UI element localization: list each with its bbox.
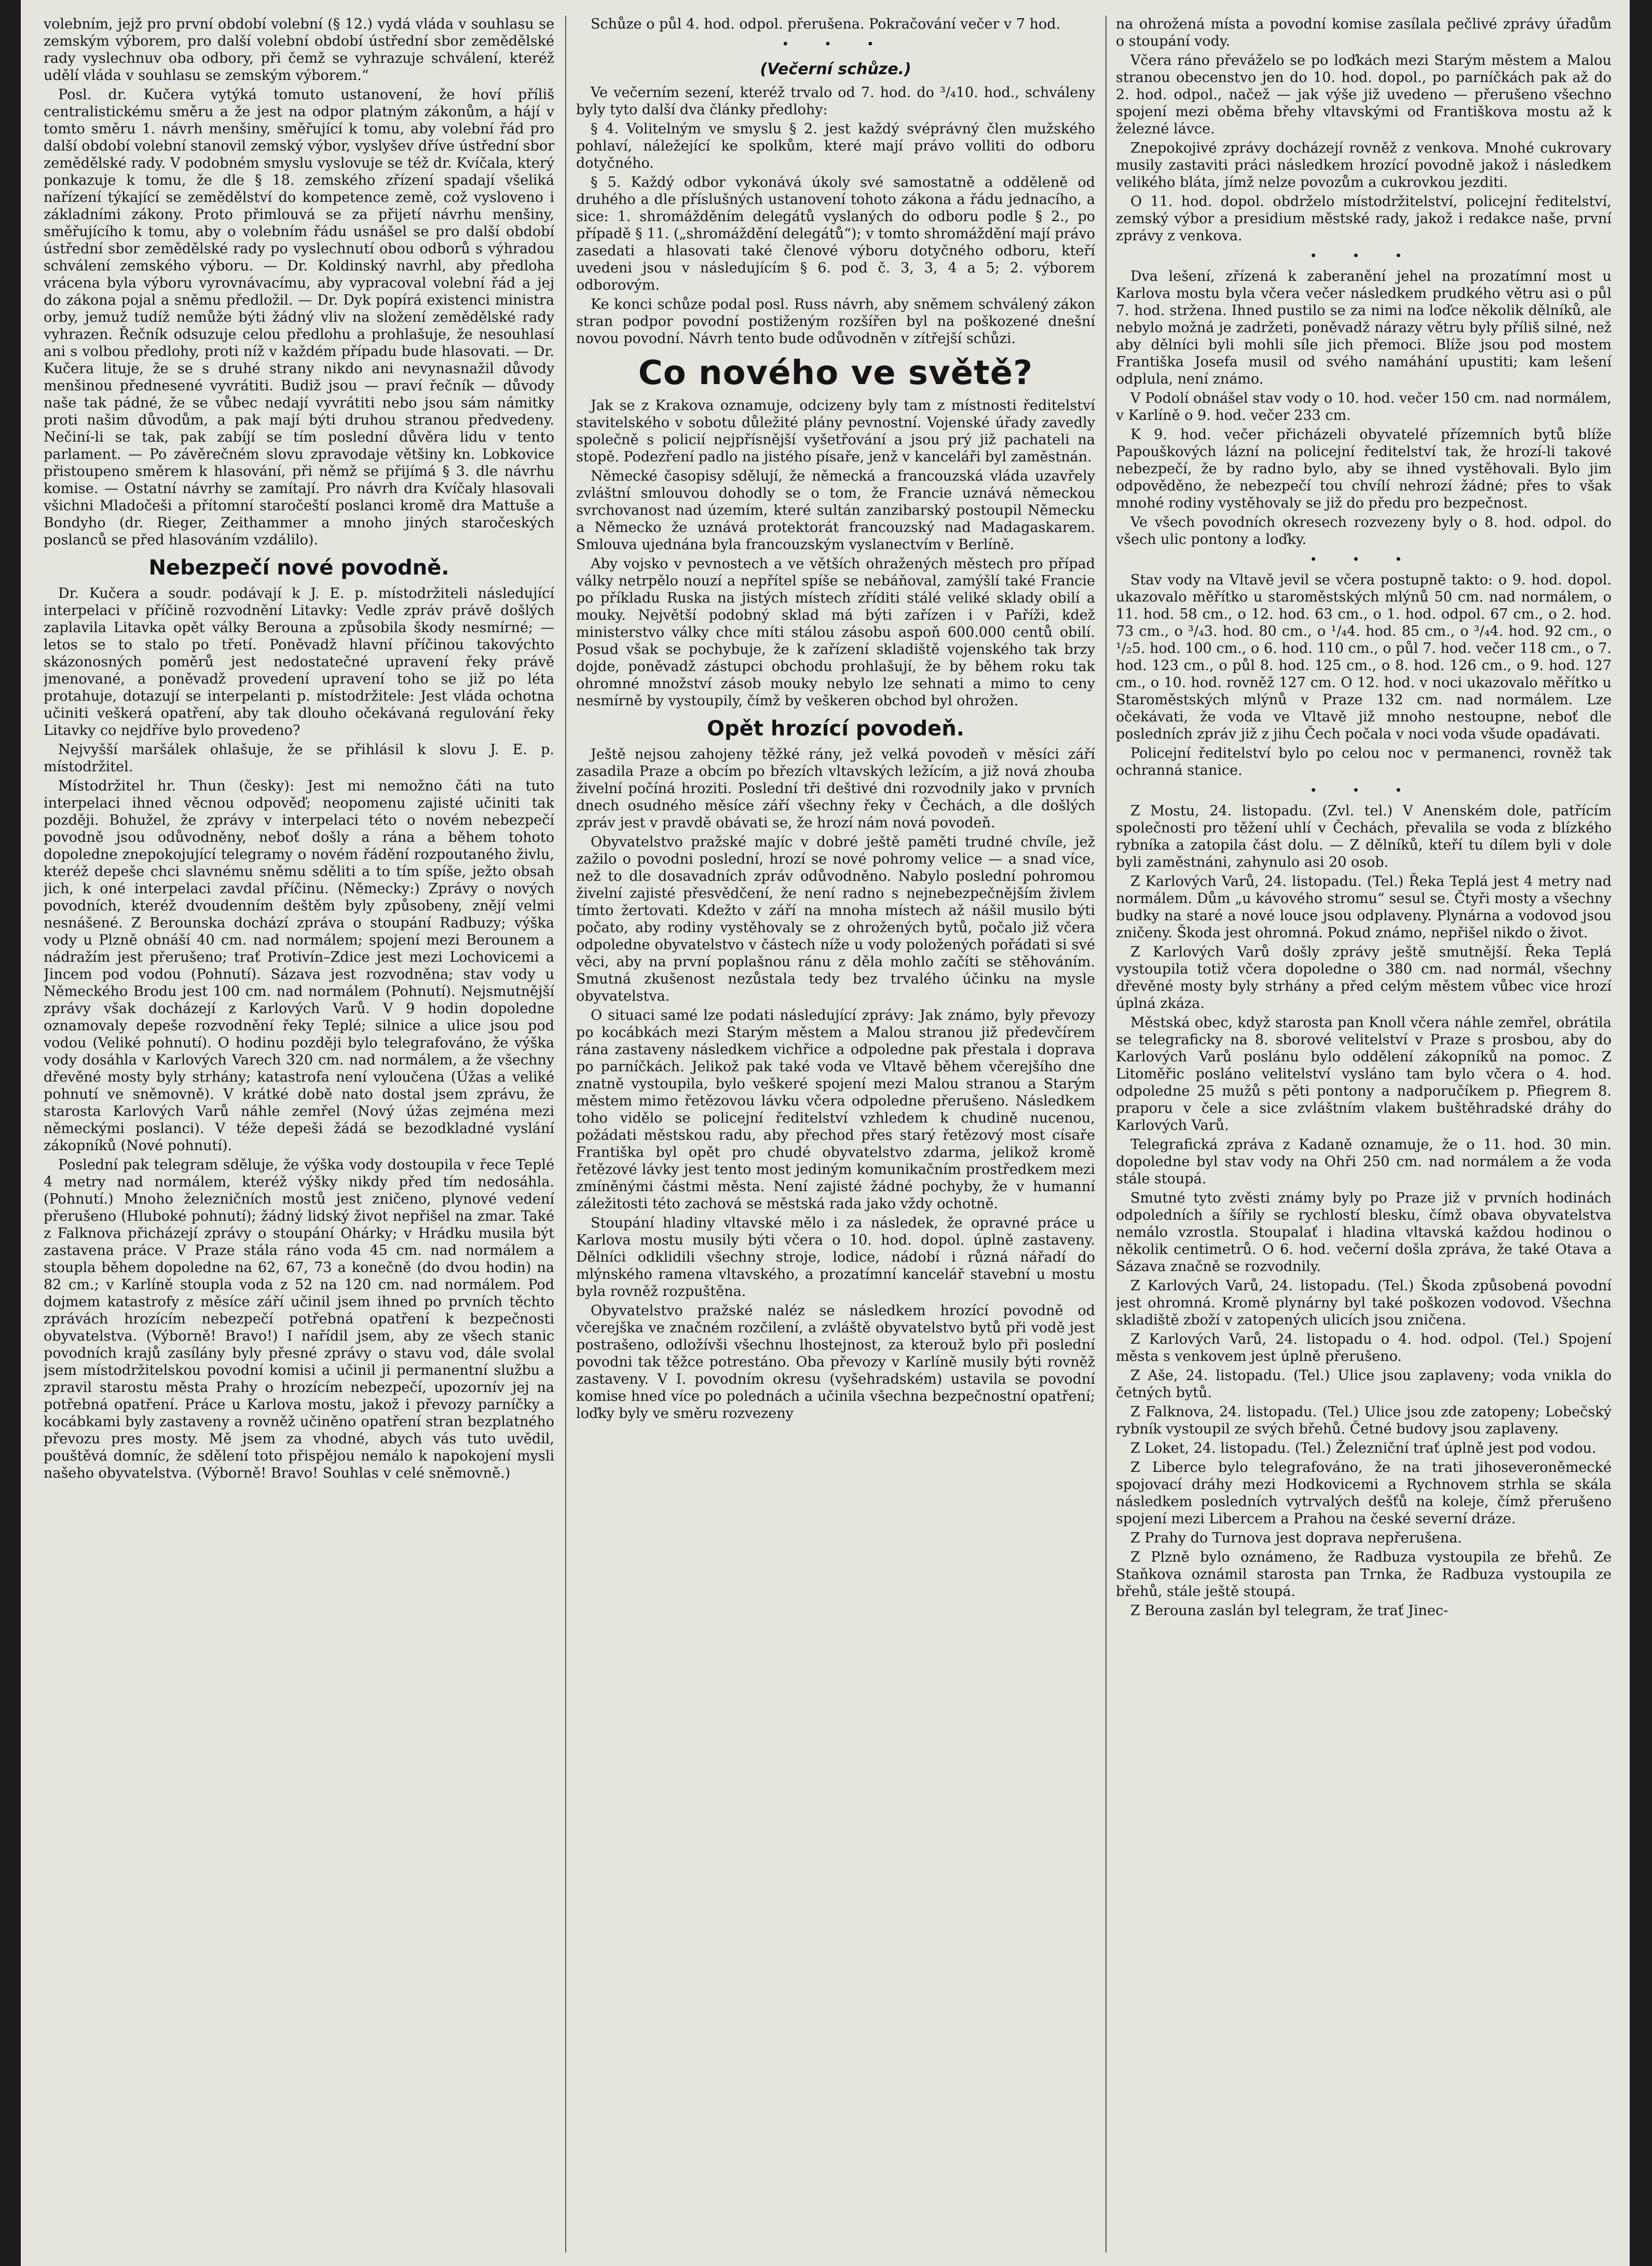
article-paragraph: Německé časopisy sdělují, že německá a francouzská vláda uzavřely zvláštní smlouvou dohodly se o tom, že Francie uznává německou svrchovanost nad územím, které sultán zanzibarský postoupil Německu a Německo že uznává protektorát francouzský nad Madagaskarem. Smlouva ujednána byla francouzským vyslanectvím v Berlíně.	[576, 468, 1095, 553]
article-paragraph: Aby vojsko v pevnostech a ve větších ohražených městech pro případ války netrpělo nouzí a nepřítel spíše se nebáňoval, zamýšlí také Francie po příkladu Ruska na jistých místech zříditi stálé veliké sklady obilí a mouky. Největší podobný sklad má býti zařízen i v Paříži, kdež ministerstvo války chce míti stálou zásobu aspoň 600.000 centů obilí. Posud však se pochybuje, že k zařízení skladiště vojenského tak brzy dojde, poněvadž zástupci obchodu prohlašují, že by během roku tak ohromné množství zásob mouky nebylo lze sehnati a mimo to ceny nesmírně by vystoupily, čímž by veškeren obchod byl ohrožen.	[576, 556, 1095, 709]
article-paragraph: Z Karlových Varů, 24. listopadu o 4. hod. odpol. (Tel.) Spojení města s venkovem jest úplně přerušeno.	[1116, 1331, 1612, 1364]
article-paragraph: Ještě nejsou zahojeny těžké rány, jež velká povodeň v měsíci září zasadila Praze a obcím po březích vltavských ležícím, a již nová zhouba živelní počíná hroziti. Poslední tři deštivé dni rozvodnily jako v prvních dnech osudného měsíce září všechny řeky v Čechách, a dle došlých zpráv jest v pravdě obávati se, že hrozí nám nová povodeň.	[576, 746, 1095, 831]
column-left	[44, 16, 554, 2258]
section-heading: Nebezpečí nové povodně.	[148, 556, 449, 580]
article-paragraph: Z Mostu, 24. listopadu. (Zvl. tel.) V Anenském dole, patřícím společnosti pro těžení uhlí v Čechách, převalila se voda z blízkého rybníka a zatopila část dolu. — Z dělníků, kteří tu dílem byli v dole byli zaměstnáni, zahynulo asi 20 osob.	[1116, 803, 1612, 870]
column-rule	[565, 16, 566, 2253]
article-paragraph: Dva lešení, zřízená k zaberanění jehel na prozatímní most u Karlova mostu byla včera večer následkem prudkého větru asi o půl 7. hod. stržena. Ihned pustilo se za nimi na loďce několik dělníků, ale nebylo možná je zadržeti, poněvadž nárazy větru byly příliš silné, než aby dělníci byli mohli síle jich přemoci. Blíže jsou pod mostem Františka Josefa musil od svého namáhání upustiti; kam lešení odplula, není známo.	[1116, 268, 1612, 387]
article-paragraph: Z Liberce bylo telegrafováno, že na trati jihoseveroněmecké spojovací dráhy mezi Hodkovicemi a Rychnovem strhla se skála následkem posledních vytrvalých dešťů na koleje, čímž přerušeno spojení mezi Libercem a Prahou na české severní dráze.	[1116, 1459, 1612, 1527]
section-separator: • • •	[782, 37, 890, 51]
article-paragraph: Smutné tyto zvěsti známy byly po Praze již v prvních hodinách odpoledních a šířily se rychlostí blesku, čímž obava obyvatelstva nemálo vzrostla. Stoupalať i hladina vltavská každou hodinou o několik centimetrů. O 6. hod. večerní došla zpráva, že také Otava a Sázava značně se rozvodnily.	[1116, 1190, 1612, 1275]
article-paragraph: Z Karlových Varů došly zprávy ještě smutnější. Řeka Teplá vystoupila totiž včera dopoledne o 380 cm. nad normál, všechny dřevěné mosty byly strhány a před celým městem vůbec vice hrozí úplná zkáza.	[1116, 944, 1612, 1012]
article-paragraph: Z Karlových Varů, 24. listopadu. (Tel.) Řeka Teplá jest 4 metry nad normálem. Dům „u kávového stromu“ sesul se. Čtyři mosty a všechny budky na staré a nové louce jsou odplaveny. Plynárna a vodovod jsou zničeny. Škoda jest ohromná. Pokud známo, nepřišel nikdo o život.	[1116, 873, 1612, 941]
newspaper-page	[21, 0, 1630, 2266]
article-paragraph: K 9. hod. večer přicházeli obyvatelé přízemních bytů blíže Papouškových lázní na policejní ředitelství tak, že hrozí-li takové nebezpečí, že by radno bylo, aby se ihned vystěhovali. Bylo jim odpověděno, že nebezpečí tou chvílí nehrozí žádné; přes to však mnohé rodiny vystěhovaly se již do předu pro bezpečnost.	[1116, 427, 1612, 511]
article-paragraph: Stoupání hladiny vltavské mělo i za následek, že opravné práce u Karlova mostu musily býti včera o 10. hod. dopol. úplně zastaveny. Dělníci odklidili všechny stroje, lodice, nádobí i různá nářadí do mlýnského ramena vltavského, a prozatímní kancelář stavební u mostu byla rovněž rozpuštěna.	[576, 1215, 1095, 1300]
article-paragraph: Obyvatelstvo pražské naléz se následkem hrozící povodně od včerejška ve značném rozčilení, a zvláště obyvatelstvo bytů při vodě jest postrašeno, odložívši všechnu lhostejnost, za kterouž bylo při poslední povodni tak těžce potrestáno. Oba převozy v Karlíně musily býti rovněž zastaveny. V I. povodním okresu (vyšehradském) ustavila se povodní komise hned více po polednách a učinila všechna bezpečnostní opatření; loďky byly ve směru rozvezeny	[576, 1303, 1095, 1422]
article-paragraph: na ohrožená místa a povodní komise zasílala pečlivé zprávy úřadům o stoupání vody.	[1116, 16, 1612, 49]
section-separator: • • •	[1309, 783, 1418, 798]
article-paragraph: Obyvatelstvo pražské majíc v dobré ještě paměti trudné chvíle, jež zažilo o povodni poslední, hrozí se nové pohromy velice — a snad více, než to dle dosavadních zpráv odůvodněno. Nabylo poslední pohromou živelní zajisté přesvědčení, že není radno s nejnebezpečnějším živlem tímto žertovati. Kdežto v září na mnoha místech až nášil musilo býti počato, aby rodiny vystěhovaly se z ohrožených bytů, počalo již včera odpoledne obyvatelstvo v částech níže u vody položených pořádati si své věci, aby na první poplašnou ránu z děla mohlo začíti se stěhováním. Smutná zkušenost nezůstala tedy bez trvalého účinku na mysle obyvatelstva.	[576, 834, 1095, 1004]
article-paragraph: Jak se z Krakova oznamuje, odcizeny byly tam z místnosti ředitelství stavitelského v sobotu důležité plány pevnostní. Vojenské úřady zavedly společně s policií nejpřísnější vyšetřování a jsou prý již pachateli na stopě. Podezření padlo na jistého písaře, jenž v kanceláři byl zaměstnán.	[576, 398, 1095, 465]
article-paragraph: Místodržitel hr. Thun (česky): Jest mi nemožno čáti na tuto interpelaci ihned věcnou odpověď; neopomenu zajisté učiniti tak později. Bohužel, že zprávy v interpelaci této o novém nebezpečí povodně jsou odůvodněny, neboť došly a rána a během tohoto dopoledne znepokojující telegramy o novém řádění rozpoutaného živlu, kteréž depeše chci slavnému sněmu sděliti a to tím spíše, ježto obsah jich, k oné interpelaci zavdal příčinu. (Německy:) Zprávy o nových povodních, kteréž dvoudenním deštěm byly způsobeny, znějí velmi nesnášené. Z Berounska dochází zpráva o stoupání Radbuzy; výška vody u Plzně obnáší 40 cm. nad normálem; spojení mezi Berounem a nádražím jest přerušeno; trať Protivín–Zdice jest mezi Lochovicemi a Jincem pod vodou (Pohnutí). Sázava jest rozvodněna; stav vody u Německého Brodu jest 100 cm. nad normálem (Pohnutí). Nejsmutnější zprávy však docházejí z Karlových Varů. V 9 hodin dopoledne oznamovaly depeše rozvodnění řeky Teplé; silnice a ulice jsou pod vodou (Veliké pohnutí). O hodinu později bylo telegrafováno, že výška vody dosáhla v Karlových Varech 320 cm. nad normálem, a že všechny dřevěné mosty byly strhány; katastrofa není vyloučena (Úžas a veliké pohnutí ve sněmovně). V krátké době nato dostal jsem zprávu, že starosta Karlových Varů náhle zemřel (Nový úžas zejména mezi německými poslanci). V téže depeši žádá se bezodkladné vyslání zákopníků (Nové pohnutí).	[44, 778, 554, 1154]
section-heading: Co nového ve světě?	[638, 354, 1033, 392]
article-paragraph: V Podolí obnášel stav vody o 10. hod. večer 150 cm. nad normálem, v Karlíně o 9. hod. večer 233 cm.	[1116, 390, 1612, 424]
column-rule	[1105, 16, 1107, 2253]
article-paragraph: Městská obec, když starosta pan Knoll včera náhle zemřel, obrátila se telegraficky na 8. sborové velitelství v Praze s prosbou, aby do Karlových Varů poslánu bylo oddělení zákopníků na pomoc. Z Litoměřic posláno velitelství vysláno tam bylo včera o 4. hod. odpoledne 25 mužů s pěti pontony a nadporučíkem p. Pfiegrem 8. praporu v čele a sice zvláštním vlakem buštěhradské dráhy do Karlových Varů.	[1116, 1015, 1612, 1134]
article-paragraph: Telegrafická zpráva z Kadaně oznamuje, že o 11. hod. 30 min. dopoledne byl stav vody na Ohři 250 cm. nad normálem a že voda stále stoupá.	[1116, 1137, 1612, 1187]
article-paragraph: Z Karlových Varů, 24. listopadu. (Tel.) Škoda způsobená povodní jest ohromná. Kromě plynárny byl také poškozen vodovod. Všechna skladiště zboží v zatopených ulicích jsou zničena.	[1116, 1278, 1612, 1328]
article-paragraph: Dr. Kučera a soudr. podávají k J. E. p. místodržiteli následující interpelaci v příčině rozvodnění Litavky: Vedle zpráv právě došlých zaplavila Litavka opět války Berouna a způsobila škody nesmírné; — letos se to stalo po třetí. Poněvadž hlavní příčinou takovýchto skázonosných poměrů jest nedostatečné upravení řeky právě jmenované, a poněvadž provedení upravení toho se již po léta protahuje, dotazují se interpelanti p. místodržitele: Jest vláda ochotna učiniti veškerá opatření, aby tak dlouho očekávaná regulování řeky Litavky co nejdříve bylo provedeno?	[44, 585, 554, 739]
article-paragraph: Z Berouna zaslán byl telegram, že trať Jinec-	[1130, 1603, 1449, 1619]
article-paragraph: § 5. Každý odbor vykonává úkoly své samostatně a odděleně od druhého a dle příslušných ustanovení tohoto zákona a řádu jednacího, a sice: 1. shromážděním delegátů vyslaných do odboru podle § 2., po případě § 11. („shromáždění delegátů“); v tomto shromáždění mají právo zasedati a hlasovati také členové výboru dotyčného odboru, kteří uvedeni jsou v následujícím § 6. pod č. 3, 3, 4 a 5; 2. výborem odborovým.	[576, 174, 1095, 293]
article-paragraph: Stav vody na Vltavě jevil se včera postupně takto: o 9. hod. dopol. ukazovalo měřítko u staroměstských mlýnů 50 cm. nad normálem, o 11. hod. 58 cm., o 12. hod. 63 cm., o 1. hod. odpol. 67 cm., o 2. hod. 73 cm., o ³/₄3. hod. 80 cm., o ¹/₄4. hod. 85 cm., o ³/₄4. hod. 92 cm., o ¹/₂5. hod. 100 cm., o 6. hod. 110 cm., o půl 7. hod. večer 118 cm., o 7. hod. 123 cm., o půl 8. hod. 125 cm., o 8. hod. 126 cm., o 9. hod. 127 cm., o 10. hod. rovněž 127 cm. O 12. hod. v noci ukazovalo měřítko u Staroměstských mlýnů v Praze 132 cm. nad normálem. Lze očekávati, že voda ve Vltavě již mnoho nestoupne, neboť dle posledních zpráv již z jihu Čech počala v noci voda všude opadávati.	[1116, 572, 1612, 742]
section-separator: • • •	[1309, 552, 1418, 567]
article-paragraph: volebním, jejž pro první období volební (§ 12.) vydá vláda v souhlasu se zemským výborem, pro další volební období ústřední sbor zemědělské rady vyslechnuv oba odbory, při čemž se vyhrazuje schválení, kteréž udělí vláda v souhlasu se zemským výborem.“	[44, 16, 554, 84]
article-paragraph: § 4. Volitelným ve smyslu § 2. jest každý svéprávný člen mužského pohlaví, náležející ke spolkům, které mají právo volliti do odboru dotyčného.	[576, 121, 1095, 171]
section-heading: Opět hrozící povodeň.	[707, 717, 964, 741]
article-paragraph: Znepokojivé zprávy docházejí rovněž z venkova. Mnohé cukrovary musily zastaviti práci následkem hrozící povodně jakož i následkem velikého bláta, jímž nelze povozům a cukrovkou jezditi.	[1116, 140, 1612, 190]
article-paragraph: Z Prahy do Turnova jest doprava nepřerušena.	[1130, 1530, 1462, 1546]
article-paragraph: Poslední pak telegram sděluje, že výška vody dostoupila v řece Teplé 4 metry nad normálem, kteréž výšky nikdy před tím nedosáhla. (Pohnutí.) Mnoho železničních mostů jest zničeno, plynové vedení přerušeno (Hluboké pohnutí); žádný lidský život nepřišel na zmar. Také z Falknova přicházejí zprávy o stoupání Ohárky; v Hrádku musila být zastavena práce. V Praze stála ráno voda 45 cm. nad normálem a stoupla během dopoledne na 62, 67, 73 a konečně (do dvou hodin) na 82 cm.; v Karlíně stoupla voda z 52 na 120 cm. nad normálem. Pod dojmem katastrofy z měsíce září učinil jsem ihned po prvních těchto zprávách hrozícím nebezpečí potřebná opatření k bezpečnosti obyvatelstva. (Výborně! Bravo!) I nařídil jsem, aby ze všech stanic povodních krajů zasílány byly přesné zprávy o stavu vod, dále svolal jsem místodržitelskou povodní komisi a učinil ji permanentní službu a zpravil starostu města Prahy o hrozícím nebezpečí, upozornív jej na potřebná opatření. Práce u Karlova mostu, jakož i převozy parníčky a kocábkami byly zastaveny a rovněž učiněno opatření stran bezplatného převozu pres mosty. Mě jsem za vhodné, abych vás tuto uvědil, pouštěvá domníc, že sdělení toto přispějou nemálo k napokojení mysli našeho obyvatelstva. (Výborně! Bravo! Souhlas v celé sněmovně.)	[44, 1157, 554, 1481]
article-paragraph: Policejní ředitelství bylo po celou noc v permanenci, rovněž tak ochranná stanice.	[1116, 745, 1612, 779]
article-paragraph: Z Loket, 24. listopadu. (Tel.) Železniční trať úplně jest pod vodou.	[1130, 1440, 1596, 1456]
article-paragraph: Ve všech povodních okresech rozvezeny byly o 8. hod. odpol. do všech ulic pontony a loďky.	[1116, 514, 1612, 548]
section-separator: • • •	[1309, 249, 1418, 263]
column-middle	[576, 16, 1095, 2258]
article-paragraph: Z Plzně bylo oznámeno, že Radbuza vystoupila ze břehů. Ze Staňkova oznámil starosta pan Trnka, že Radbuza vystoupila ze břehů, stále ještě stoupá.	[1116, 1549, 1612, 1600]
article-paragraph: Nejvyšší maršálek ohlašuje, že se přihlásil k slovu J. E. p. místodržitel.	[44, 742, 554, 775]
article-paragraph: O 11. hod. dopol. obdrželo místodržitelství, policejní ředitelství, zemský výbor a presidium městské rady, jakož i redakce naše, první zprávy z venkova.	[1116, 194, 1612, 244]
article-paragraph: Ve večerním sezení, kteréž trvalo od 7. hod. do ³/₄10. hod., schváleny byly tyto další dva články předlohy:	[576, 85, 1095, 118]
article-paragraph: Z Aše, 24. listopadu. (Tel.) Ulice jsou zaplaveny; voda vnikla do četných bytů.	[1116, 1368, 1612, 1401]
article-paragraph: Z Falknova, 24. listopadu. (Tel.) Ulice jsou zde zatopeny; Lobečský rybník vystoupil ze svých břehů. Četné budovy jsou zaplaveny.	[1116, 1404, 1612, 1437]
article-paragraph: Schůze o půl 4. hod. odpol. přerušena. Pokračování večer v 7 hod.	[591, 16, 1061, 32]
section-heading: (Večerní schůze.)	[760, 60, 911, 78]
article-paragraph: Včera ráno převáželo se po loďkách mezi Starým městem a Malou stranou obecenstvo jen do 10. hod. dopol., po parníčkách pak až do 2. hod. odpol., načež — jak výše již uvedeno — přerušeno všechno spojení mezi oběma břehy vltavskými od Františkova mostu až k železné lávce.	[1116, 52, 1612, 137]
column-right	[1116, 16, 1612, 2258]
article-paragraph: Ke konci schůze podal posl. Russ návrh, aby sněmem schválený zákon stran podpor povodní postiženým rozšířen byl na poškozené dnešní novou povodní. Návrh tento bude odůvodněn v zítřejší schůzi.	[576, 296, 1095, 347]
article-paragraph: O situaci samé lze podati následující zprávy: Jak známo, byly převozy po kocábkách mezi Starým městem a Malou stranou již předevčírem rána zastaveny následkem vichřice a odpoledne pak přestala i doprava po parníčkách. Jelikož pak také voda ve Vltavě během včerejšího dne znatně vystoupila, bylo veškeré spojení mezi Malou stranou a Starým městem mimo řetězovou lávku včera odpoledne přerušeno. Následkem toho vidělo se policejní ředitelství vzhledem k chudině nucenou, požádati městskou radu, aby přechod přes starý řetězový most císaře Františka byl opět pro chudé obyvatelstvo zdarma, jelikož kromě řetězové lávky jest tento most jediným komunikačním prostředkem mezi zmíněnými částmi města. Není zajisté žádné pochyby, že v humanní záležitosti této zachová se městská rada jako vždy ochotně.	[576, 1007, 1095, 1212]
article-paragraph: Posl. dr. Kučera vytýká tomuto ustanovení, že hoví příliš centralistickému směru a že jest na odpor platným zákonům, a hájí v tomto směru 1. návrh menšiny, směřující k tomu, aby volební řád pro další období volební stanovil zemský výbor, vyslyšev dříve ústřední sbor zemědělské rady. V podobném smyslu vyslovuje se též dr. Kvíčala, který ponkazuje k tomu, že dle § 18. zemského zřízení spadají všeliká nařízení týkající se zemědělství do kompetence země, což vysloveno i základními zákony. Proto přimlouvá se za přijetí návrhu menšiny, směřujícího k tomu, aby o volebním řádu usnášel se pro další období ústřední sbor zemědělské rady po vyslechnutí obou odborů s výhradou schválení zemského výboru. — Dr. Koldinský navrhl, aby předloha vrácena byla výboru vyrovnávacímu, aby vypracoval volební řád a jej do zákona pojal a sněmu předložil. — Dr. Dyk popírá existenci ministra orby, jemuž tudíž nemůže býti žádný vliv na složení zemědělské rady vyhrazen. Řečník odsuzuje celou předlohu a prohlašuje, že nesouhlasí ani s volbou předlohy, proti níž v každém případu bude hlasovati. — Dr. Kučera lituje, že se s druhé strany nikdo ani nevynasnažil důvody menšinou přednesené vyvrátiti. Budiž jsou — praví řečník — důvody naše tak pádné, že se vůbec nedají vyvrátiti nebo jsou sám námitky proti našim důvodům, a pak mají býti druhou stranou předvedeny. Nečiní-li se tak, pak zabíjí se tím poslední důvěra lidu v tento parlament. — Po závěrečném slovu zpravodaje většiny kn. Lobkovice přistoupeno směrem k hlasování, při němž se přijímá § 3. dle návrhu komise. — Ostatní návrhy se zamítají. Pro návrh dra Kvíčaly hlasovali všichni Mladočeši a přítomní staročeští poslanci kromě dra Mattuše a Bondyho (dr. Rieger, Zeithammer a mnoho jiných staročeských poslanců se před hlasováním vzdálilo).	[44, 87, 554, 548]
